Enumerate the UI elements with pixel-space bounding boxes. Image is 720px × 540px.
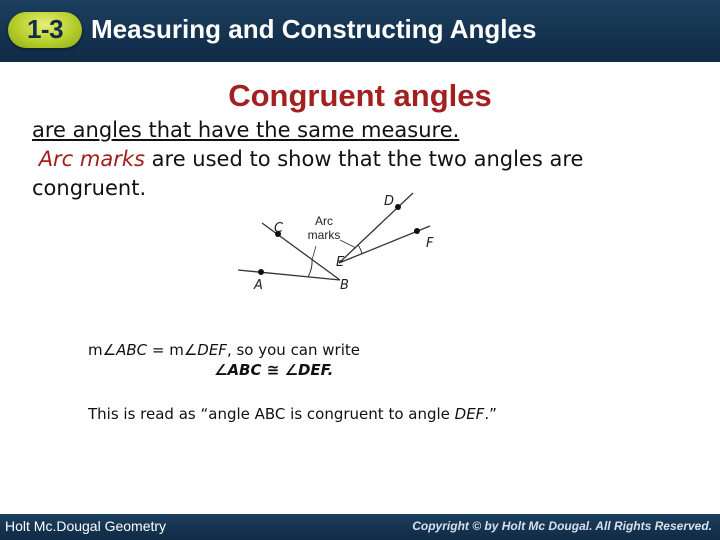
definition-line-1: are angles that have the same measure.	[32, 118, 460, 142]
read-as-def: DEF	[454, 405, 485, 423]
congruence-statement: ∠ABC ≅ ∠DEF.	[214, 361, 334, 379]
arc-mark-def	[358, 245, 362, 254]
point-a	[258, 269, 264, 275]
equals-m: = m	[147, 341, 184, 359]
slide-heading: Congruent angles	[228, 78, 492, 113]
footer-bar	[0, 514, 720, 540]
read-as-text	[88, 405, 497, 423]
arc-marks-term: Arc marks	[38, 147, 145, 171]
arc-mark-abc	[308, 259, 312, 277]
angle-symbol-icon: ∠	[102, 341, 117, 359]
header-bar	[0, 0, 720, 62]
footer-publisher: Holt Mc.Dougal Geometry	[5, 518, 167, 534]
arc-pointer-1	[312, 246, 316, 260]
angle-symbol-icon: ∠	[183, 341, 198, 359]
lesson-badge	[8, 12, 82, 48]
lesson-number: 1-3	[26, 14, 64, 44]
ray-ed	[339, 193, 413, 263]
label-c: C	[274, 221, 284, 236]
read-as-prefix: This is read as “angle ABC is congruent to angle	[88, 405, 455, 423]
label-e: E	[336, 255, 345, 270]
angle-figure	[228, 188, 450, 298]
notation-block	[88, 341, 360, 379]
label-d: D	[384, 194, 395, 209]
definition-line-2-rest: are used to show that the two angles are	[144, 147, 584, 171]
label-b: B	[340, 278, 349, 293]
definition-line-3: congruent.	[32, 176, 147, 200]
angle-def-text: DEF	[197, 341, 227, 359]
arc-label-line-1: Arc	[315, 214, 333, 228]
arc-label-line-2: marks	[307, 228, 341, 242]
read-as-suffix: .”	[484, 405, 497, 423]
label-a: A	[254, 278, 263, 293]
angle-abc-text: ABC	[116, 341, 148, 359]
definition-line-2	[32, 145, 692, 174]
lesson-title: Measuring and Constructing Angles	[91, 14, 537, 44]
point-f	[414, 228, 420, 234]
label-f: F	[426, 236, 434, 251]
arc-marks-label	[299, 214, 349, 242]
footer-copyright: Copyright © by Holt Mc Dougal. All Rights Reserved.	[412, 519, 712, 533]
measure-equation	[88, 341, 360, 359]
measure-m-1: m	[88, 341, 103, 359]
notation-tail: , so you can write	[226, 341, 360, 359]
point-d	[395, 204, 401, 210]
